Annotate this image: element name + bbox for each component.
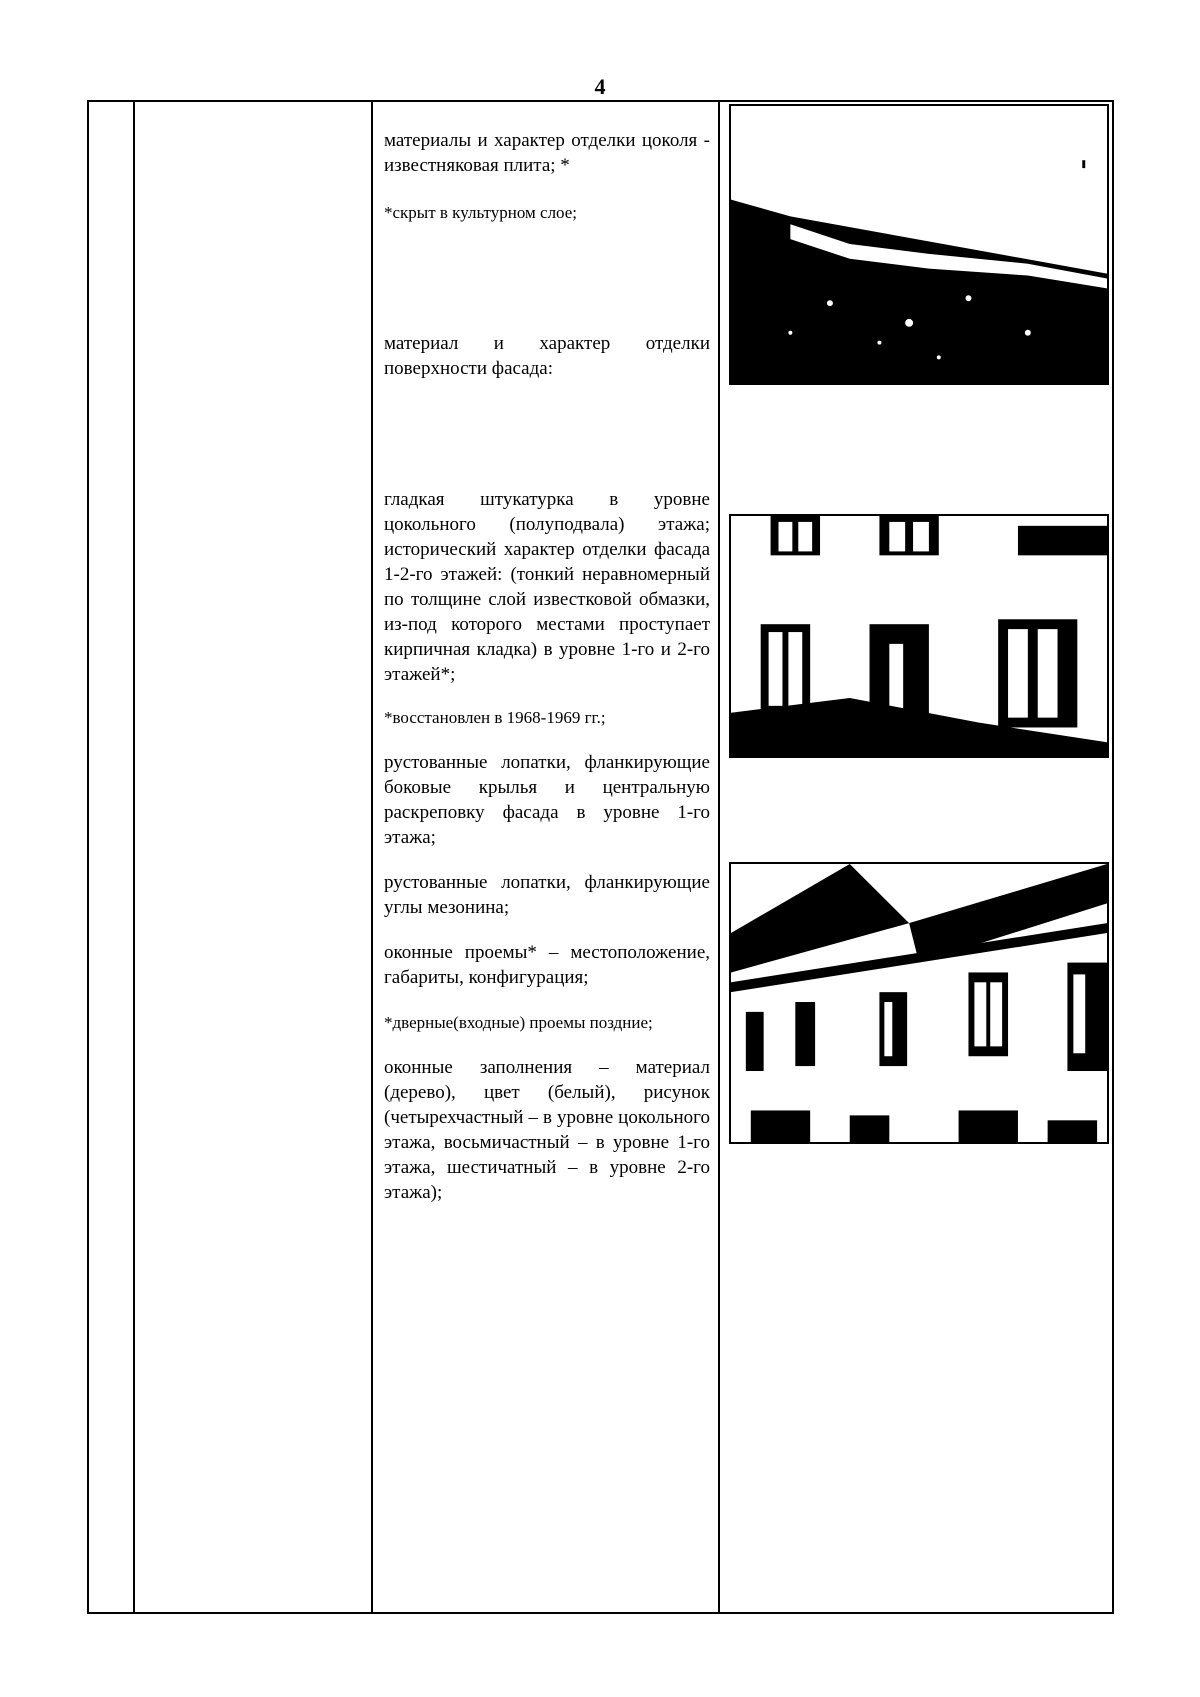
page-number: 4 xyxy=(594,74,606,99)
note-hidden-layer: *скрыт в культурном слое; xyxy=(384,203,578,222)
photo-plinth xyxy=(729,104,1109,385)
column-divider-1 xyxy=(133,102,135,1612)
photo-facade-windows xyxy=(729,514,1109,758)
column-divider-2 xyxy=(371,102,373,1612)
paragraph-plinth-material: материалы и характер отделки цоколя - известняковая плита; * xyxy=(384,130,710,176)
note-door-openings: *дверные(входные) проемы поздние; xyxy=(384,1013,653,1032)
paragraph-window-fillings: оконные заполнения – материал (дерево), цвет (белый), рисунок (четырехчастный – в уровне цокольного этажа, восьмичастный – в уровне 1-го этажа, шестичатный – в уровне 2-го этажа); xyxy=(384,1057,710,1203)
photo-building xyxy=(729,862,1109,1144)
note-restored: *восстановлен в 1968-1969 гг.; xyxy=(384,708,606,727)
description-column xyxy=(384,128,710,1205)
paragraph-rusticated-pilasters-wings: рустованные лопатки, фланкирующие боковые крылья и центральную раскреповку фасада в уровне 1-го этажа; xyxy=(384,752,710,848)
paragraph-smooth-plaster: гладкая штукатурка в уровне цокольного (полуподвала) этажа; исторический характер отделки фасада 1-2-го этажей: (тонкий неравномерный по толщине слой известковой обмазки, из-под которого местами проступает кирпичная кладка) в уровне 1-го и 2-го этажей*; xyxy=(384,489,710,685)
paragraph-facade-surface: материал и характер отделки поверхности фасада: xyxy=(384,333,710,379)
paragraph-rusticated-pilasters-mezzanine: рустованные лопатки, фланкирующие углы мезонина; xyxy=(384,872,710,918)
paragraph-window-openings: оконные проемы* – местоположение, габариты, конфигурация; xyxy=(384,942,710,988)
document-table xyxy=(87,100,1114,1614)
column-divider-3 xyxy=(718,102,720,1612)
